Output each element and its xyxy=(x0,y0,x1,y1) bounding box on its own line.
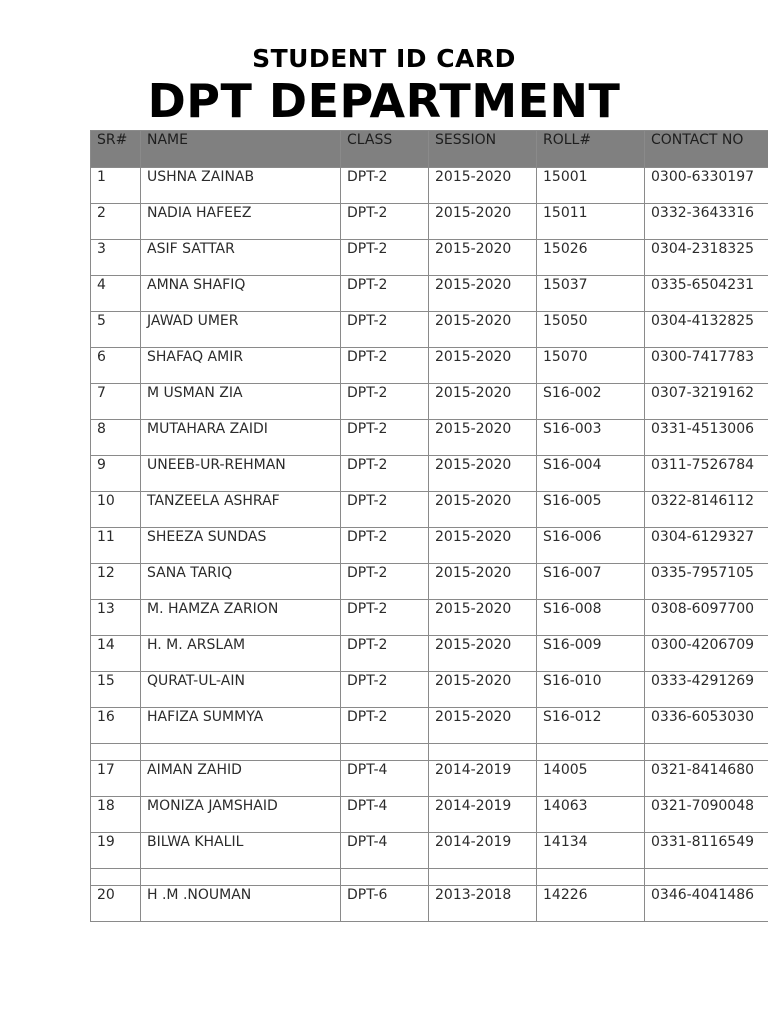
cell-roll: 14134 xyxy=(537,833,645,869)
cell-session: 2015-2020 xyxy=(429,312,537,348)
cell-class: DPT-2 xyxy=(341,528,429,564)
cell-session: 2014-2019 xyxy=(429,797,537,833)
table-row xyxy=(91,240,768,276)
column-header-roll: ROLL# xyxy=(537,131,645,168)
cell-roll: S16-010 xyxy=(537,672,645,708)
cell-name: JAWAD UMER xyxy=(141,312,341,348)
cell-name: MUTAHARA ZAIDI xyxy=(141,420,341,456)
cell-sr: 2 xyxy=(91,204,141,240)
cell-name-empty xyxy=(141,744,341,761)
cell-session: 2015-2020 xyxy=(429,168,537,204)
table-row xyxy=(91,636,768,672)
cell-contact: 0308-6097700 xyxy=(645,600,768,636)
column-header-contact: CONTACT NO xyxy=(645,131,768,168)
cell-name: BILWA KHALIL xyxy=(141,833,341,869)
cell-sr: 4 xyxy=(91,276,141,312)
cell-contact: 0322-8146112 xyxy=(645,492,768,528)
cell-session: 2015-2020 xyxy=(429,276,537,312)
table-row xyxy=(91,168,768,204)
cell-name: H. M. ARSLAM xyxy=(141,636,341,672)
cell-name: MONIZA JAMSHAID xyxy=(141,797,341,833)
cell-contact: 0307-3219162 xyxy=(645,384,768,420)
cell-class: DPT-2 xyxy=(341,204,429,240)
cell-roll: 15026 xyxy=(537,240,645,276)
cell-contact: 0331-8116549 xyxy=(645,833,768,869)
cell-name: H .M .NOUMAN xyxy=(141,886,341,922)
cell-sr: 9 xyxy=(91,456,141,492)
table-row xyxy=(91,492,768,528)
cell-roll: 14226 xyxy=(537,886,645,922)
cell-roll: 15011 xyxy=(537,204,645,240)
table-row xyxy=(91,600,768,636)
cell-roll: 14005 xyxy=(537,761,645,797)
cell-roll: S16-003 xyxy=(537,420,645,456)
cell-class: DPT-2 xyxy=(341,492,429,528)
cell-sr: 10 xyxy=(91,492,141,528)
cell-class: DPT-2 xyxy=(341,708,429,744)
table-row xyxy=(91,348,768,384)
cell-contact: 0346-4041486 xyxy=(645,886,768,922)
document-title: DPT DEPARTMENT xyxy=(147,74,621,128)
cell-sr: 18 xyxy=(91,797,141,833)
cell-sr: 7 xyxy=(91,384,141,420)
document-subtitle: STUDENT ID CARD xyxy=(252,44,516,73)
student-roster-table xyxy=(90,130,768,922)
cell-roll: 15001 xyxy=(537,168,645,204)
cell-roll: 15050 xyxy=(537,312,645,348)
cell-class: DPT-6 xyxy=(341,886,429,922)
table-spacer-row xyxy=(91,869,768,886)
cell-session: 2014-2019 xyxy=(429,833,537,869)
cell-sr: 1 xyxy=(91,168,141,204)
cell-class: DPT-2 xyxy=(341,672,429,708)
cell-class: DPT-2 xyxy=(341,636,429,672)
cell-session-empty xyxy=(429,744,537,761)
cell-session: 2015-2020 xyxy=(429,528,537,564)
cell-sr: 17 xyxy=(91,761,141,797)
cell-class: DPT-2 xyxy=(341,420,429,456)
cell-name: NADIA HAFEEZ xyxy=(141,204,341,240)
table-row xyxy=(91,564,768,600)
table-row xyxy=(91,204,768,240)
cell-session: 2015-2020 xyxy=(429,384,537,420)
cell-name: TANZEELA ASHRAF xyxy=(141,492,341,528)
cell-sr: 19 xyxy=(91,833,141,869)
cell-session: 2015-2020 xyxy=(429,672,537,708)
cell-sr: 13 xyxy=(91,600,141,636)
cell-class: DPT-2 xyxy=(341,564,429,600)
cell-session-empty xyxy=(429,869,537,886)
cell-contact-empty xyxy=(645,869,768,886)
cell-name: SHEEZA SUNDAS xyxy=(141,528,341,564)
column-header-session: SESSION xyxy=(429,131,537,168)
cell-name: M USMAN ZIA xyxy=(141,384,341,420)
table-row xyxy=(91,456,768,492)
cell-name: UNEEB-UR-REHMAN xyxy=(141,456,341,492)
cell-name: USHNA ZAINAB xyxy=(141,168,341,204)
cell-roll: S16-009 xyxy=(537,636,645,672)
cell-roll: S16-006 xyxy=(537,528,645,564)
cell-name: M. HAMZA ZARION xyxy=(141,600,341,636)
column-header-class: CLASS xyxy=(341,131,429,168)
cell-roll: 14063 xyxy=(537,797,645,833)
cell-session: 2015-2020 xyxy=(429,240,537,276)
table-row xyxy=(91,833,768,869)
cell-contact: 0300-7417783 xyxy=(645,348,768,384)
cell-name: SHAFAQ AMIR xyxy=(141,348,341,384)
table-row xyxy=(91,276,768,312)
cell-class: DPT-4 xyxy=(341,833,429,869)
cell-contact: 0333-4291269 xyxy=(645,672,768,708)
cell-roll: S16-007 xyxy=(537,564,645,600)
column-header-name: NAME xyxy=(141,131,341,168)
cell-session: 2015-2020 xyxy=(429,708,537,744)
table-row xyxy=(91,886,768,922)
cell-session: 2015-2020 xyxy=(429,636,537,672)
cell-class: DPT-2 xyxy=(341,384,429,420)
cell-contact: 0311-7526784 xyxy=(645,456,768,492)
table-row xyxy=(91,672,768,708)
cell-contact: 0335-7957105 xyxy=(645,564,768,600)
cell-contact: 0300-4206709 xyxy=(645,636,768,672)
cell-class: DPT-2 xyxy=(341,240,429,276)
cell-session: 2015-2020 xyxy=(429,204,537,240)
cell-name: HAFIZA SUMMYA xyxy=(141,708,341,744)
cell-sr: 14 xyxy=(91,636,141,672)
table-row xyxy=(91,708,768,744)
cell-class: DPT-2 xyxy=(341,348,429,384)
cell-sr: 20 xyxy=(91,886,141,922)
cell-session: 2013-2018 xyxy=(429,886,537,922)
cell-contact: 0304-2318325 xyxy=(645,240,768,276)
cell-sr: 12 xyxy=(91,564,141,600)
cell-sr: 11 xyxy=(91,528,141,564)
cell-contact: 0304-4132825 xyxy=(645,312,768,348)
table-row xyxy=(91,528,768,564)
table-row xyxy=(91,384,768,420)
cell-session: 2015-2020 xyxy=(429,492,537,528)
cell-name-empty xyxy=(141,869,341,886)
cell-session: 2014-2019 xyxy=(429,761,537,797)
cell-roll: 15070 xyxy=(537,348,645,384)
cell-contact: 0336-6053030 xyxy=(645,708,768,744)
cell-contact-empty xyxy=(645,744,768,761)
cell-class: DPT-4 xyxy=(341,797,429,833)
cell-sr: 16 xyxy=(91,708,141,744)
cell-name: SANA TARIQ xyxy=(141,564,341,600)
cell-name: ASIF SATTAR xyxy=(141,240,341,276)
cell-class: DPT-2 xyxy=(341,276,429,312)
cell-roll: S16-008 xyxy=(537,600,645,636)
table-body xyxy=(91,168,768,922)
table-row xyxy=(91,797,768,833)
cell-name: AMNA SHAFIQ xyxy=(141,276,341,312)
cell-roll: S16-005 xyxy=(537,492,645,528)
cell-session: 2015-2020 xyxy=(429,564,537,600)
cell-contact: 0321-8414680 xyxy=(645,761,768,797)
cell-roll: 15037 xyxy=(537,276,645,312)
table-header-row xyxy=(91,131,768,168)
cell-class: DPT-2 xyxy=(341,456,429,492)
cell-sr-empty xyxy=(91,869,141,886)
cell-sr-empty xyxy=(91,744,141,761)
cell-contact: 0300-6330197 xyxy=(645,168,768,204)
cell-sr: 6 xyxy=(91,348,141,384)
cell-contact: 0332-3643316 xyxy=(645,204,768,240)
cell-sr: 8 xyxy=(91,420,141,456)
column-header-sr: SR# xyxy=(91,131,141,168)
table-row xyxy=(91,420,768,456)
cell-roll: S16-012 xyxy=(537,708,645,744)
cell-sr: 5 xyxy=(91,312,141,348)
cell-name: AIMAN ZAHID xyxy=(141,761,341,797)
cell-session: 2015-2020 xyxy=(429,348,537,384)
cell-roll: S16-004 xyxy=(537,456,645,492)
cell-class: DPT-2 xyxy=(341,600,429,636)
cell-roll-empty xyxy=(537,869,645,886)
table-spacer-row xyxy=(91,744,768,761)
cell-name: QURAT-UL-AIN xyxy=(141,672,341,708)
cell-contact: 0335-6504231 xyxy=(645,276,768,312)
cell-sr: 15 xyxy=(91,672,141,708)
cell-sr: 3 xyxy=(91,240,141,276)
cell-session: 2015-2020 xyxy=(429,600,537,636)
cell-class: DPT-2 xyxy=(341,312,429,348)
cell-class-empty xyxy=(341,869,429,886)
cell-contact: 0304-6129327 xyxy=(645,528,768,564)
cell-roll: S16-002 xyxy=(537,384,645,420)
cell-contact: 0321-7090048 xyxy=(645,797,768,833)
cell-class: DPT-4 xyxy=(341,761,429,797)
cell-roll-empty xyxy=(537,744,645,761)
table-row xyxy=(91,312,768,348)
cell-session: 2015-2020 xyxy=(429,420,537,456)
cell-class: DPT-2 xyxy=(341,168,429,204)
cell-session: 2015-2020 xyxy=(429,456,537,492)
table-row xyxy=(91,761,768,797)
cell-class-empty xyxy=(341,744,429,761)
cell-contact: 0331-4513006 xyxy=(645,420,768,456)
